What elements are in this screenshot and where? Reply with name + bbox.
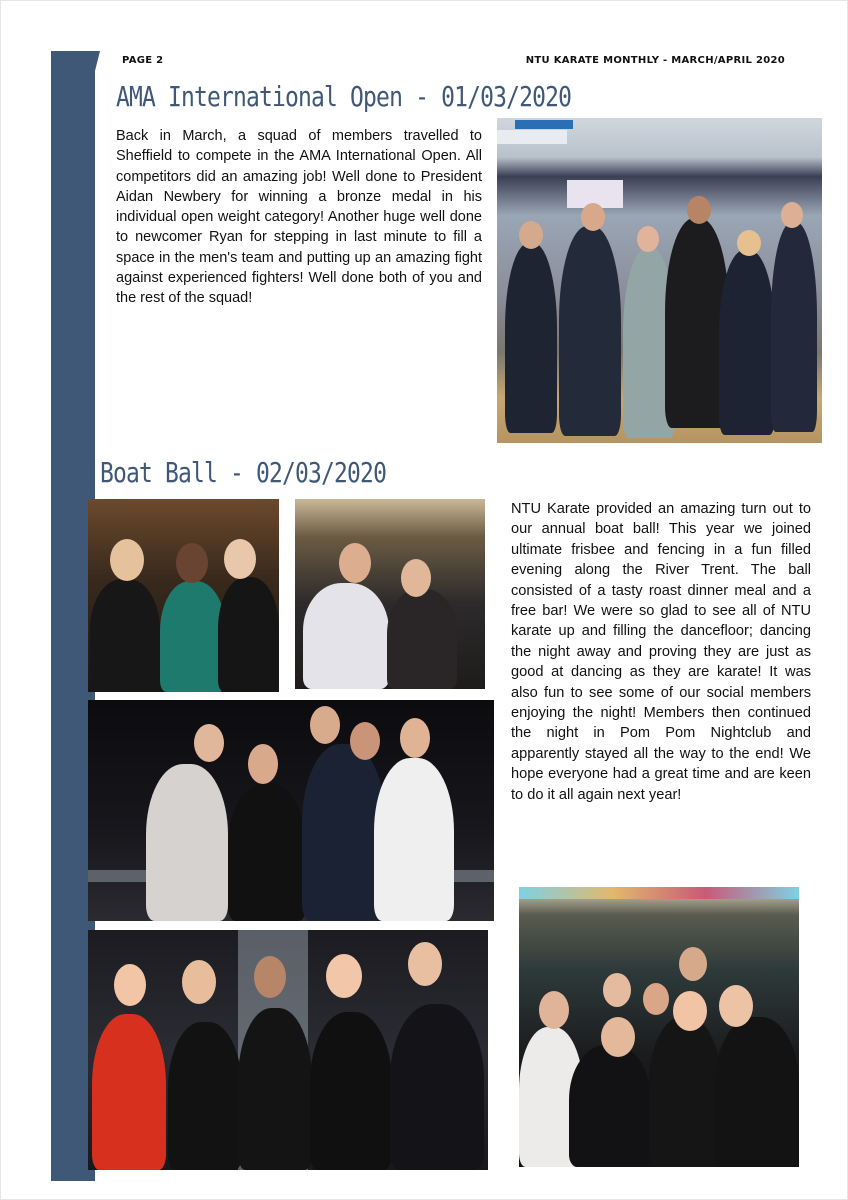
publication-title: NTU KARATE MONTHLY - MARCH/APRIL 2020 <box>525 55 785 66</box>
photo-boat-ball-couple <box>295 499 485 689</box>
article-body-boat-ball: NTU Karate provided an amazing turn out to our annual boat ball! This year we joined ultimate frisbee and fencing in a fun filled evening along the River Trent. The ball consisted of a tasty roast dinner meal and a free bar! We were so glad to see all of NTU karate up and filling the dancefloor; dancing the night away and proving they are just as good at dancing as they are karate! It was also fun to see some of our social members enjoying the night! Members then continued the night in Pom Pom Nightclub and apparently stayed all the way to the end! We hope everyone had a great time and are keen to do it all again next year! <box>511 501 811 803</box>
photo-boat-ball-three-women <box>88 499 279 692</box>
photo-boat-ball-dancefloor <box>519 887 799 1167</box>
article-title-boat-ball: Boat Ball - 02/03/2020 <box>100 456 387 489</box>
side-bar-notch <box>95 51 100 71</box>
photo-boat-ball-five-women <box>88 930 488 1170</box>
article-body-ama-open: Back in March, a squad of members travelled to Sheffield to compete in the AMA International Open. All competitors did an amazing job! Well done to President Aidan Newbery for winning a bronze medal in his individual open weight category! Another huge well done to newcomer Ryan for stepping in last minute to fill a space in the men's team and putting up an amazing fight against experienced fighters! Well done both of you and the rest of the squad! <box>116 128 482 307</box>
photo-boat-ball-group <box>88 700 494 921</box>
article-title-ama-open: AMA International Open - 01/03/2020 <box>116 80 572 113</box>
page-number: PAGE 2 <box>122 55 164 66</box>
photo-karate-squad <box>497 118 822 443</box>
